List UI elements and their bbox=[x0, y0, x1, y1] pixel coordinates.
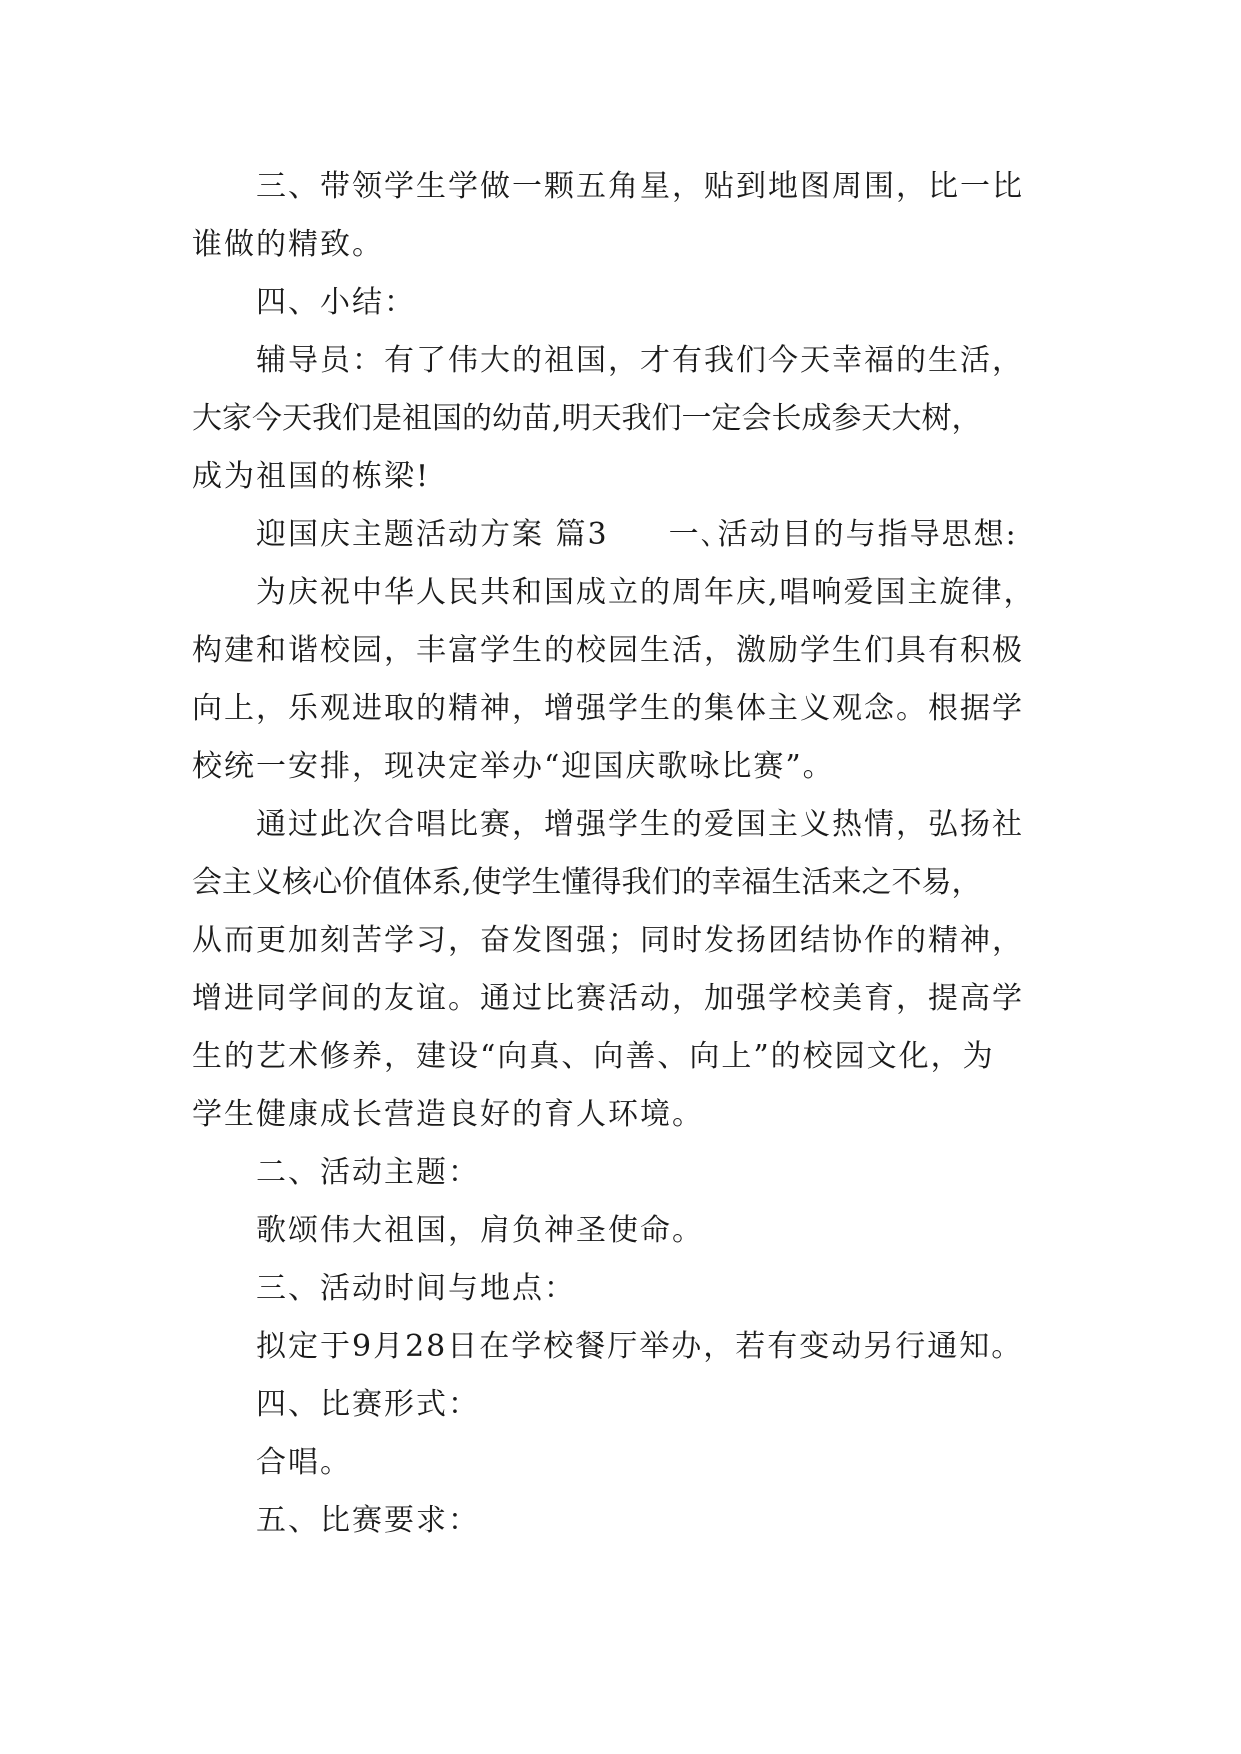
paragraph-line: 大家今天我们是祖国的幼苗,明天我们一定会长成参天大树， bbox=[192, 401, 982, 436]
paragraph-line: 通过此次合唱比赛，增强学生的爱国主义热情，弘扬社 bbox=[256, 807, 1024, 842]
section-heading: 二、活动主题： bbox=[256, 1155, 480, 1190]
paragraph-line: 生的艺术修养，建设“向真、向善、向上”的校园文化，为 bbox=[192, 1039, 995, 1074]
section-heading: 五、比赛要求： bbox=[256, 1503, 480, 1538]
paragraph-line: 拟定于9月28日在学校餐厅举办，若有变动另行通知。 bbox=[256, 1329, 1024, 1364]
document-body bbox=[192, 158, 1052, 1550]
section-heading: 四、小结： bbox=[256, 285, 416, 320]
section-heading: 四、比赛形式： bbox=[256, 1387, 480, 1422]
paragraph-line: 会主义核心价值体系,使学生懂得我们的幸福生活来之不易， bbox=[192, 865, 982, 900]
paragraph-line: 谁做的精致。 bbox=[192, 227, 384, 262]
paragraph-line: 歌颂伟大祖国，肩负神圣使命。 bbox=[256, 1213, 704, 1248]
plan-title-line bbox=[192, 506, 1052, 564]
paragraph-line: 向上，乐观进取的精神，增强学生的集体主义观念。根据学 bbox=[192, 691, 1024, 726]
paragraph-line: 成为祖国的栋梁! bbox=[192, 459, 431, 494]
paragraph-line: 辅导员：有了伟大的祖国，才有我们今天幸福的生活， bbox=[256, 343, 1024, 378]
section-heading: 三、活动时间与地点： bbox=[256, 1271, 576, 1306]
paragraph-line: 校统一安排，现决定举办“迎国庆歌咏比赛”。 bbox=[192, 749, 835, 784]
paragraph-line: 三、带领学生学做一颗五角星，贴到地图周围，比一比 bbox=[256, 169, 1024, 204]
paragraph-line: 从而更加刻苦学习，奋发图强；同时发扬团结协作的精神， bbox=[192, 923, 1024, 958]
paragraph-line: 学生健康成长营造良好的育人环境。 bbox=[192, 1097, 704, 1132]
section-heading: 一､活动目的与指导思想: bbox=[668, 517, 1018, 552]
paragraph-line: 为庆祝中华人民共和国成立的周年庆,唱响爱国主旋律， bbox=[256, 575, 1036, 610]
paragraph-line: 构建和谐校园，丰富学生的校园生活，激励学生们具有积极 bbox=[192, 633, 1024, 668]
paragraph-line: 合唱。 bbox=[256, 1445, 352, 1480]
plan-title: 迎国庆主题活动方案 篇3 bbox=[256, 517, 609, 552]
paragraph-line: 增进同学间的友谊。通过比赛活动，加强学校美育，提高学 bbox=[192, 981, 1024, 1016]
